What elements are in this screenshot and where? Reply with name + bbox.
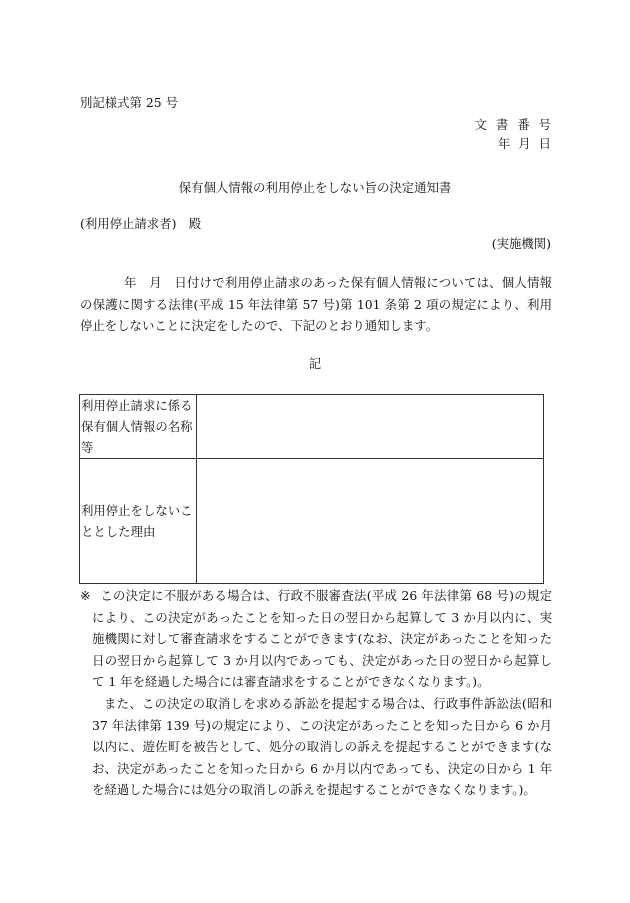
info-table (79, 394, 544, 584)
table-row (80, 395, 544, 459)
table-value-reason (197, 459, 544, 584)
table-label-info-name: 利用停止請求に係る保有個人情報の名称等 (80, 395, 197, 459)
table-label-reason: 利用停止をしないこととした理由 (80, 459, 197, 584)
addressee: (利用停止請求者) 殿 (80, 216, 202, 231)
note-text-appeal: この決定に不服がある場合は、行政不服審査法(平成 26 年法律第 68 号)の規定により、この決定があったことを知った日の翌日から起算して 3 か月以内に、実施機関に対して審査請求をすることができます(なお、決定があったことを知った日の翌日から起算して 3 か月以内であっても、決定があった日の翌日から起算して 1 年を経過した場合には審査請求をすることができなくなります。)。 (92, 588, 552, 690)
form-number: 別記様式第 25 号 (80, 95, 178, 110)
ki-heading: 記 (308, 356, 322, 371)
note-section (80, 585, 552, 801)
table-value-info-name (197, 395, 544, 459)
note-paragraph-lawsuit: また、この決定の取消しを求める訴訟を提起する場合は、行政事件訴訟法(昭和 37 年法律第 139 号)の規定により、この決定があったことを知った日から 6 か月以内に、遊佐町を被告として、処分の取消しの訴えを提起することができます(なお、決定があったことを知った日から 6 か月以内であっても、決定の日から 1 年を経過した場合には処分の取消しの訴えを提起することができなくなります。)。 (92, 695, 552, 798)
document-title: 保有個人情報の利用停止をしない旨の決定通知書 (178, 180, 452, 195)
note-mark: ※ (80, 588, 91, 603)
note-paragraph-appeal (80, 585, 552, 693)
body-paragraph: 年 月 日付けで利用停止請求のあった保有個人情報については、個人情報の保護に関する法律(平成 15 年法律第 57 号)第 101 条第 2 項の規定により、利用停止をしないことに決定をしたので、下記のとおり通知します。 (80, 275, 552, 333)
table-row (80, 459, 544, 584)
implementing-agency: (実施機関) (491, 236, 551, 251)
document-number-label: 文書番号 (474, 117, 560, 132)
date-label: 年月日 (497, 136, 559, 151)
